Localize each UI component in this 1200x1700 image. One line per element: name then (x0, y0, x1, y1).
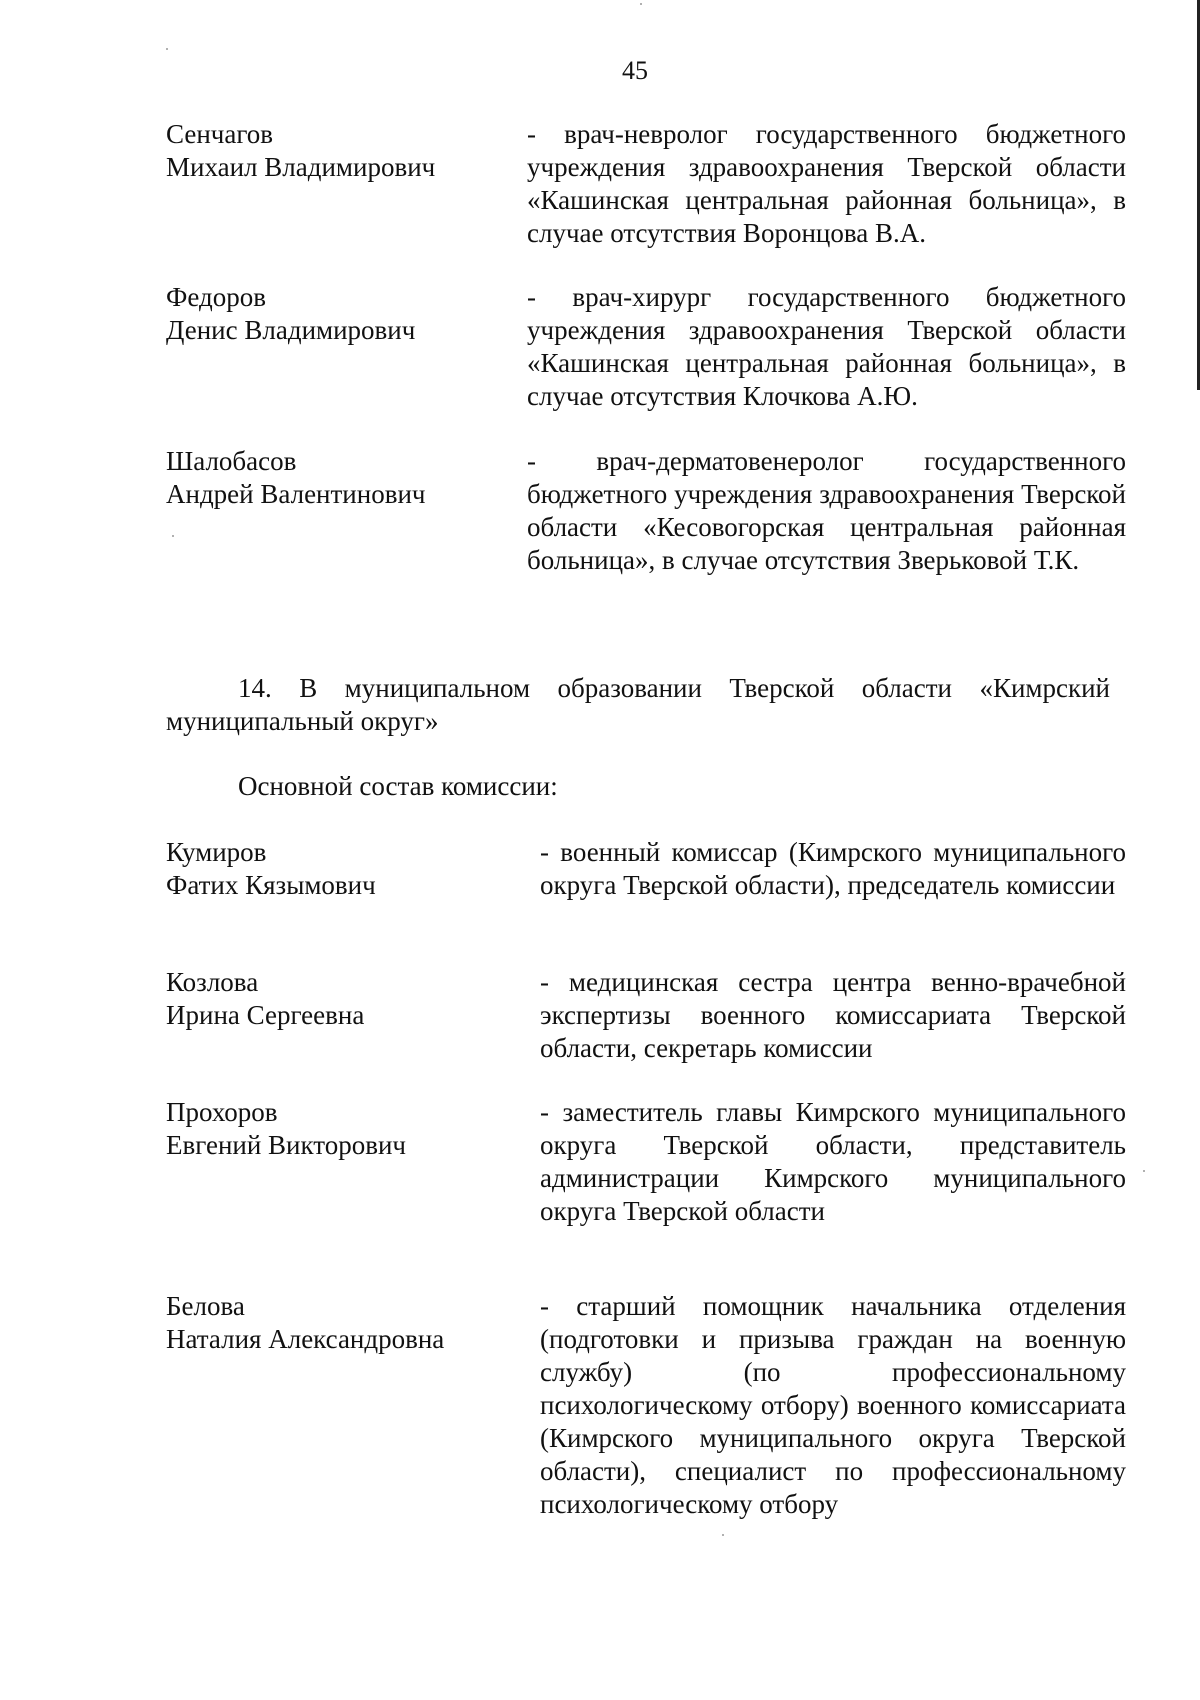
section-heading: 14. В муниципальном образовании Тверской области «Кимрский муниципальный округ» (166, 673, 1110, 736)
scan-speck (640, 3, 642, 5)
scan-speck (722, 1534, 724, 1536)
member-name (166, 281, 506, 347)
member-given-names: Денис Владимирович (166, 315, 416, 345)
member-given-names: Наталия Александровна (166, 1324, 445, 1354)
member-name (166, 1290, 506, 1356)
member-name (166, 1096, 506, 1162)
member-role: - старший помощник начальника отделения (подготовки и призыва граждан на военную службу) (по профессиональному психологическому отбору) военного комиссариата (Кимрского муниципального округа Тверской области), специалист по профессиональному психологическому отбору (540, 1291, 1126, 1519)
member-role: - врач-невролог государственного бюджетного учреждения здравоохранения Тверской области «Кашинская центральная районная больница», в случае отсутствия Воронцова В.А. (527, 119, 1126, 248)
scan-speck (172, 535, 174, 537)
member-given-names: Андрей Валентинович (166, 479, 426, 509)
member-role: - военный комиссар (Кимрского муниципального округа Тверской области), председатель комиссии (540, 837, 1126, 900)
member-role: - медицинская сестра центра венно-врачебной экспертизы военного комиссариата Тверской области, секретарь комиссии (540, 967, 1126, 1063)
member-surname: Прохоров (166, 1097, 278, 1127)
member-surname: Козлова (166, 967, 259, 997)
commission-subheading: Основной состав комиссии: (238, 771, 558, 801)
member-surname: Сенчагов (166, 119, 273, 149)
member-surname: Федоров (166, 282, 266, 312)
member-name (166, 966, 506, 1032)
member-surname: Белова (166, 1291, 245, 1321)
member-given-names: Евгений Викторович (166, 1130, 406, 1160)
member-surname: Кумиров (166, 837, 267, 867)
scan-speck (1143, 1170, 1145, 1172)
member-role: - врач-хирург государственного бюджетного учреждения здравоохранения Тверской области «Кашинская центральная районная больница», в случае отсутствия Клочкова А.Ю. (527, 282, 1126, 411)
member-surname: Шалобасов (166, 446, 297, 476)
member-given-names: Михаил Владимирович (166, 152, 436, 182)
member-name (166, 836, 506, 902)
scan-speck (166, 48, 168, 50)
member-role: - врач-дерматовенеролог государственного бюджетного учреждения здравоохранения Тверской области «Кесовогорская центральная районная больница», в случае отсутствия Зверьковой Т.К. (527, 446, 1126, 575)
page-number: 45 (622, 56, 648, 85)
member-given-names: Фатих Кязымович (166, 870, 376, 900)
member-name (166, 118, 506, 184)
member-name (166, 445, 506, 511)
member-given-names: Ирина Сергеевна (166, 1000, 365, 1030)
member-role: - заместитель главы Кимрского муниципального округа Тверской области, представитель администрации Кимрского муниципального округа Тверской области (540, 1097, 1126, 1226)
